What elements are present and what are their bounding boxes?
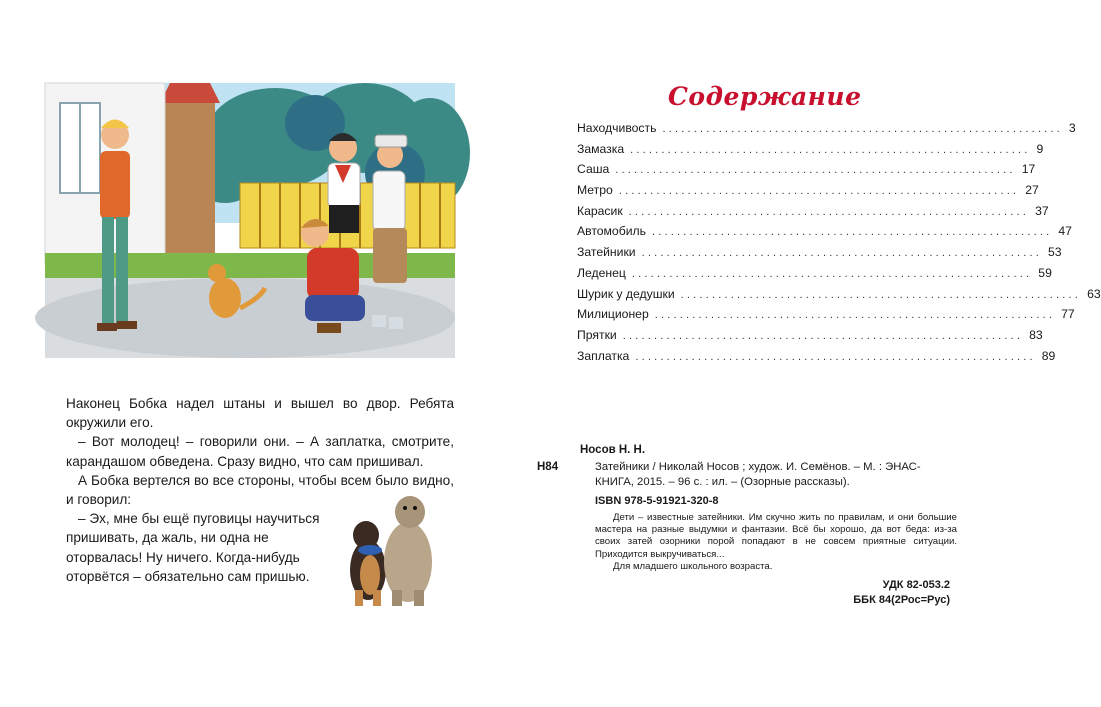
toc-item: Карасик ................................................................ 37 bbox=[577, 203, 1049, 218]
toc-item-page: 27 bbox=[1025, 183, 1039, 198]
story-paragraph-3: А Бобка вертелся во все стороны, чтобы всем было видно, и говорил: bbox=[66, 472, 454, 508]
toc-item-page: 9 bbox=[1036, 141, 1044, 156]
toc-item: Затейники ................................................................ 53 bbox=[577, 245, 1062, 260]
imprint-age: Для младшего школьного возраста. bbox=[613, 560, 773, 572]
toc-item-page: 17 bbox=[1021, 162, 1036, 177]
toc-item-page: 3 bbox=[1068, 121, 1076, 135]
left-page bbox=[0, 0, 500, 707]
imprint-classification bbox=[853, 578, 950, 608]
toc-item-page: 89 bbox=[1041, 348, 1056, 363]
toc-item-title: Автомобиль bbox=[577, 224, 646, 239]
toc-item-title: Заплатка bbox=[577, 348, 630, 363]
toc-item-title: Шурик у дедушки bbox=[577, 286, 675, 301]
toc-item-title: Милиционер bbox=[577, 307, 649, 322]
story-illustration bbox=[45, 83, 455, 358]
toc-item-title: Прятки bbox=[577, 327, 617, 342]
toc-item-title: Карасик bbox=[577, 203, 623, 218]
toc-item-page: 47 bbox=[1058, 224, 1072, 239]
imprint-isbn: ISBN 978-5-91921-320-8 bbox=[595, 495, 719, 507]
story-paragraph-2: – Вот молодец! – говорили они. – А заплатка, смотрите, карандашом обведена. Сразу видно, что сам пришивал. bbox=[66, 434, 454, 469]
toc-item: Шурик у дедушки ................................................................ 63 bbox=[577, 286, 1101, 301]
toc-item-title: Находчивость bbox=[577, 121, 657, 135]
toc-item: Автомобиль ................................................................ 47 bbox=[577, 224, 1072, 239]
toc-item: Саша ................................................................ 17 bbox=[577, 162, 1036, 177]
toc-item-title: Затейники bbox=[577, 245, 636, 260]
story-paragraph-4: – Эх, мне бы ещё пуговицы научиться пришивать, да жаль, ни одна не оторвалась! Ну ничего. Когда-нибудь оторвётся – обязательно сам пришью. bbox=[66, 511, 320, 584]
toc-item: Милиционер ................................................................ 77 bbox=[577, 307, 1075, 322]
imprint-code: Н84 bbox=[537, 461, 559, 473]
toc-item-page: 83 bbox=[1029, 327, 1043, 342]
dogs-illustration bbox=[340, 490, 440, 608]
toc-title: Содержание bbox=[668, 82, 862, 111]
toc-item-page: 37 bbox=[1035, 203, 1049, 218]
imprint-bbk: ББК 84(2Рос=Рус) bbox=[853, 594, 950, 606]
story-paragraph-1: Наконец Бобка надел штаны и вышел во двор. Ребята окружили его. bbox=[66, 396, 454, 431]
toc-item: Метро ................................................................ 27 bbox=[577, 183, 1039, 198]
imprint-description: Затейники / Николай Носов ; худож. И. Семёнов. – М. : ЭНАС-КНИГА, 2015. – 96 с. : ил. – (Озорные рассказы). bbox=[595, 461, 921, 488]
toc-item-title: Леденец bbox=[577, 265, 626, 280]
toc-item: Заплатка ................................................................ 89 bbox=[577, 348, 1056, 363]
toc-item: Прятки ................................................................ 83 bbox=[577, 327, 1043, 342]
toc-item-page: 53 bbox=[1048, 245, 1062, 260]
imprint-annotation-text: Дети – известные затейники. Им скучно жить по правилам, и они большие мастера на разные выдумки и фантазии. Всё бы хорошо, да вот беда: из-за своих затей озорники порой попадают в не совсем приятные ситуации. Приходится выкручиваться... bbox=[595, 512, 957, 560]
imprint-udk: УДК 82-053.2 bbox=[882, 579, 950, 591]
toc-item-title: Замазка bbox=[577, 141, 625, 156]
toc-item: Находчивость ................................................................ 3 bbox=[577, 121, 1076, 135]
toc-item: Леденец ................................................................ 59 bbox=[577, 265, 1052, 280]
table-of-contents bbox=[577, 121, 1101, 369]
toc-item-title: Саша bbox=[577, 162, 610, 177]
toc-item: Замазка ................................................................ 9 bbox=[577, 141, 1044, 156]
imprint-author: Носов Н. Н. bbox=[580, 444, 646, 456]
imprint-annotation bbox=[595, 512, 957, 573]
toc-item-page: 77 bbox=[1061, 307, 1075, 322]
toc-item-title: Метро bbox=[577, 183, 613, 198]
toc-item-page: 59 bbox=[1038, 265, 1052, 280]
toc-item-page: 63 bbox=[1087, 286, 1101, 301]
